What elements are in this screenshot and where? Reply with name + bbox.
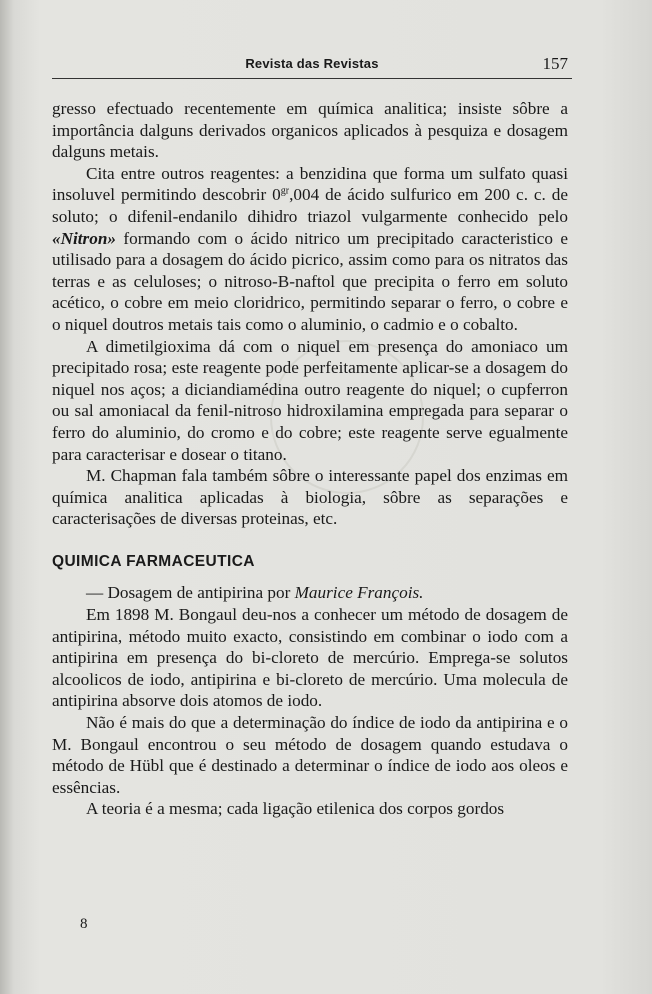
- paragraph-4: M. Chapman fala também sôbre o interessante papel dos enzimas em química analitica aplicadas à biologia, sôbre as separações e caracterisações de diversas proteinas, etc.: [52, 466, 568, 529]
- paragraph-2-part-b: ,004 de ácido sulfurico em 200 c. c. de soluto; o difenil-endanilo dihidro triazol vulgarmente conhecido pelo: [52, 185, 568, 226]
- subtitle-author: Maurice François.: [294, 583, 424, 603]
- gram-superscript: gr: [280, 185, 290, 197]
- paragraph-7: A teoria é a mesma; cada ligação etilenica dos corpos gordos: [86, 799, 505, 819]
- paragraph-2: [52, 163, 568, 336]
- paragraph-2-part-a: Cita entre outros reagentes: a benzidina que forma um sulfato quasi insoluvel permitindo descobrir 0: [52, 163, 568, 205]
- running-head: Revista das Revistas: [245, 56, 379, 71]
- nitron-term: «Nitron»: [52, 228, 116, 248]
- article-subtitle: [52, 582, 568, 604]
- page-number: 157: [542, 54, 568, 73]
- body-text: [52, 98, 568, 820]
- paragraph-1: gresso efectuado recentemente em química analitica; insiste sôbre a importância dalguns derivados organicos aplicados à pesquiza e dosagem dalguns metais.: [52, 99, 568, 162]
- section-title: QUIMICA FARMACEUTICA: [52, 552, 255, 570]
- paragraph-5: Em 1898 M. Bongaul deu-nos a conhecer um método de dosagem de antipirina, método muito exacto, consistindo em combinar o iodo com a antipirina em presença do bi-cloreto de mercúrio. Emprega-se solutos alcoolicos de iodo, antipirina e bi-cloreto de mercúrio. Uma molecula de antipirina absorve dois atomos de iodo.: [52, 605, 568, 711]
- signature-mark: 8: [80, 916, 88, 932]
- subtitle-text: — Dosagem de antipirina por: [86, 583, 295, 603]
- page-header: [52, 52, 572, 79]
- paragraph-2-part-c: formando com o ácido nitrico um precipitado caracteristico e utilisado para a dosagem do ácido picrico, assim como para os nitratos das terras e as celuloses; o nitroso-B-naftol que precipita o ferro em soluto acético, o cobre em meio cloridrico, permitindo separar o ferro, o cobre e o niquel doutros metais tais como o aluminio, o cadmio e o cobalto.: [52, 228, 568, 334]
- paragraph-3: A dimetilgioxima dá com o niquel em presença do amoniaco um precipitado rosa; este reagente pode perfeitamente aplicar-se a dosagem do niquel nos aços; a diciandiamédina outro reagente do niquel; o cupferron ou sal amoniacal da fenil-nitroso hidroxilamina empregada para separar o ferro do aluminio, do cromo e do cobre; este reagente serve egualmente para caracterisar e dosear o titano.: [52, 336, 568, 464]
- paragraph-6: Não é mais do que a determinação do índice de iodo da antipirina e o M. Bongaul encontrou o seu método de dosagem quando estudava o método de Hübl que é destinado a determinar o índice de iodo aos oleos e essências.: [52, 713, 568, 797]
